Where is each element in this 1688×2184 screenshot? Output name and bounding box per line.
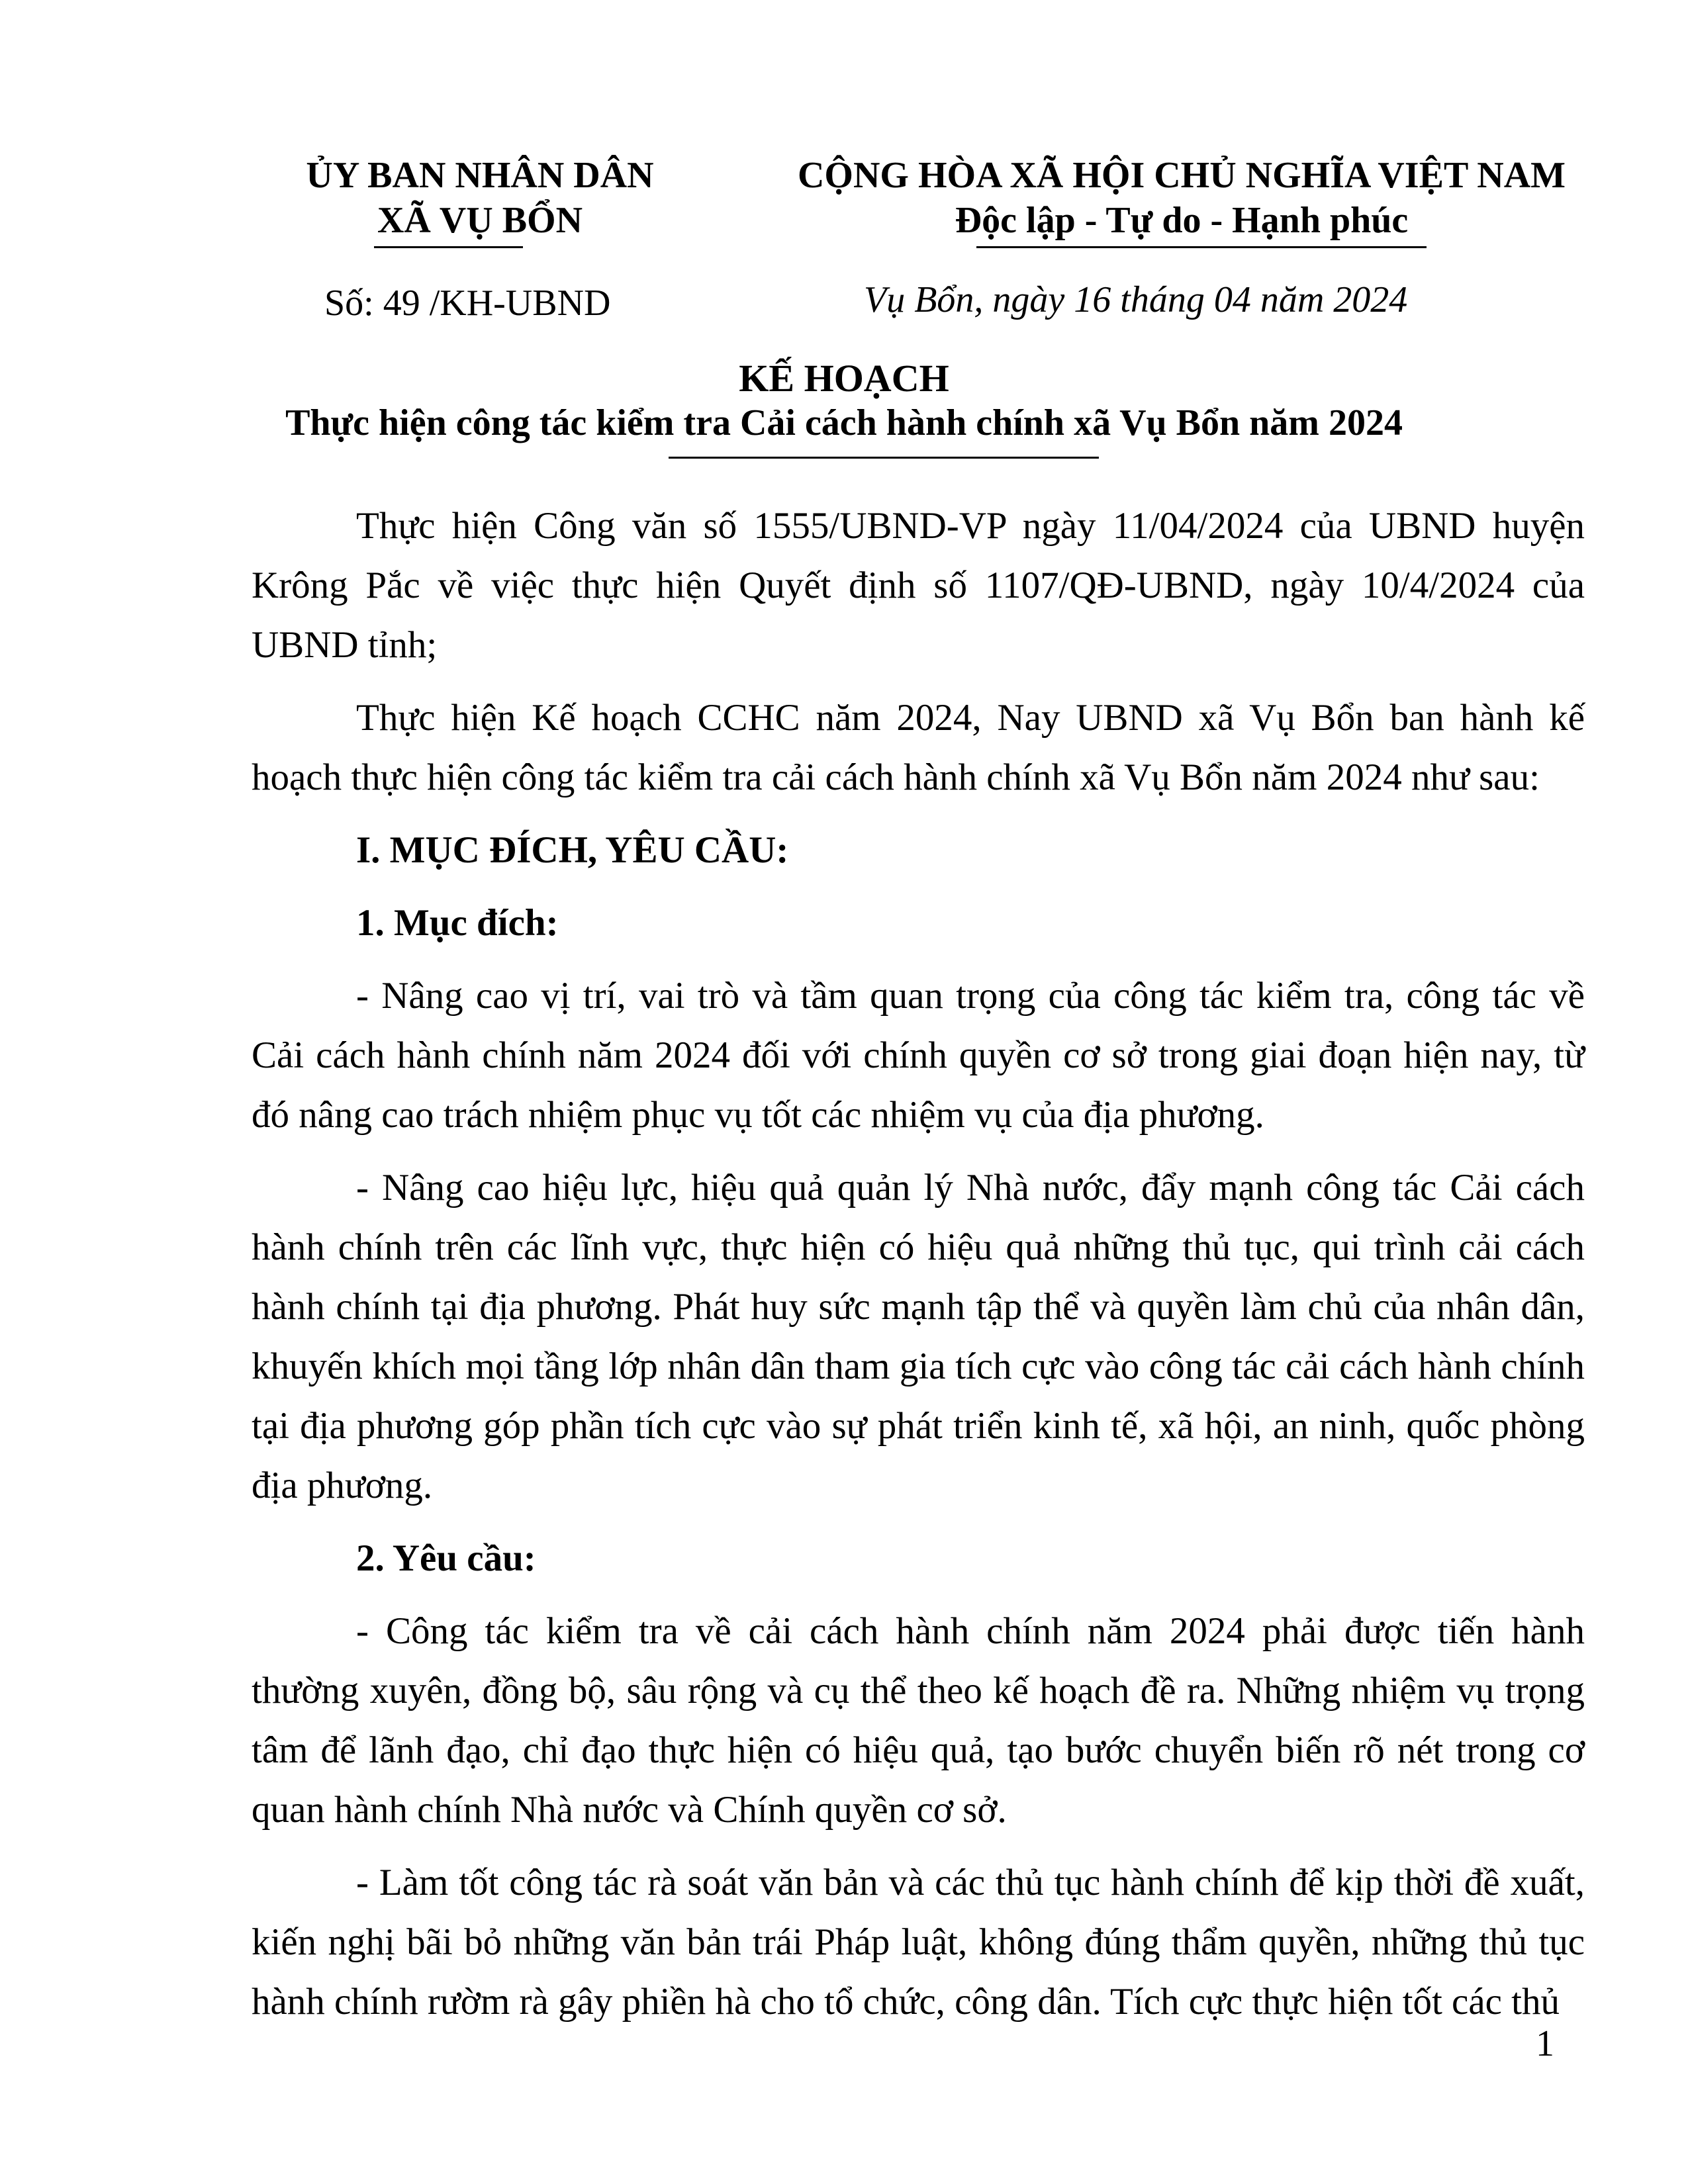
document-title: KẾ HOẠCH bbox=[739, 357, 949, 400]
purpose-paragraph-2: - Nâng cao hiệu lực, hiệu quả quản lý Nhà nước, đẩy mạnh công tác Cải cách hành chính trên các lĩnh vực, thực hiện có hiệu quả những thủ tục, qui trình cải cách hành chính tại địa phương. Phát huy sức mạnh tập thể và quyền làm chủ của nhân dân, khuyến khích mọi tầng lớp nhân dân tham gia tích cực vào công tác cải cách hành chính tại địa phương góp phần tích cực vào sự phát triển kinh tế, xã hội, an ninh, quốc phòng địa phương. bbox=[252, 1167, 1585, 1506]
national-motto: Độc lập - Tự do - Hạnh phúc bbox=[955, 200, 1409, 241]
requirement-paragraph-1: - Công tác kiểm tra về cải cách hành chính năm 2024 phải được tiến hành thường xuyên, đồng bộ, sâu rộng và cụ thể theo kế hoạch đề ra. Những nhiệm vụ trọng tâm để lãnh đạo, chỉ đạo thực hiện có hiệu quả, tạo bước chuyển biến rõ nét trong cơ quan hành chính Nhà nước và Chính quyền cơ sở. bbox=[252, 1610, 1585, 1831]
section-heading-1: I. MỤC ĐÍCH, YÊU CẦU: bbox=[356, 829, 789, 871]
national-title: CỘNG HÒA XÃ HỘI CHỦ NGHĨA VIỆT NAM bbox=[797, 155, 1566, 196]
agency-name: ỦY BAN NHÂN DÂN bbox=[306, 155, 654, 196]
requirement-paragraph-2: - Làm tốt công tác rà soát văn bản và các thủ tục hành chính để kịp thời đề xuất, kiến nghị bãi bỏ những văn bản trái Pháp luật, không đúng thẩm quyền, những thủ tục hành chính rườm rà gây phiền hà cho tổ chức, công dân. Tích cực thực hiện tốt các thủ bbox=[252, 1862, 1585, 2023]
subsection-heading-purpose: 1. Mục đích: bbox=[356, 902, 559, 944]
intro-paragraph-2: Thực hiện Kế hoạch CCHC năm 2024, Nay UBND xã Vụ Bổn ban hành kế hoạch thực hiện công tác kiểm tra cải cách hành chính xã Vụ Bổn năm 2024 như sau: bbox=[252, 697, 1585, 798]
document-body bbox=[252, 496, 1585, 2032]
commune-underline bbox=[374, 246, 523, 248]
intro-paragraph-1: Thực hiện Công văn số 1555/UBND-VP ngày 11/04/2024 của UBND huyện Krông Pắc về việc thực hiện Quyết định số 1107/QĐ-UBND, ngày 10/4/2024 của UBND tỉnh; bbox=[252, 505, 1585, 666]
motto-underline bbox=[976, 246, 1427, 248]
page-number: 1 bbox=[1536, 2023, 1554, 2064]
commune-name: XÃ VỤ BỔN bbox=[377, 200, 583, 241]
document-subtitle: Thực hiện công tác kiểm tra Cải cách hành chính xã Vụ Bổn năm 2024 bbox=[285, 402, 1403, 443]
purpose-paragraph-1: - Nâng cao vị trí, vai trò và tầm quan trọng của công tác kiểm tra, công tác về Cải cách hành chính năm 2024 đối với chính quyền cơ sở trong giai đoạn hiện nay, từ đó nâng cao trách nhiệm phục vụ tốt các nhiệm vụ của địa phương. bbox=[252, 975, 1585, 1136]
title-underline bbox=[669, 457, 1099, 459]
document-number: Số: 49 /KH-UBND bbox=[324, 283, 611, 324]
place-and-date: Vụ Bổn, ngày 16 tháng 04 năm 2024 bbox=[864, 279, 1408, 320]
subsection-heading-requirements: 2. Yêu cầu: bbox=[356, 1537, 536, 1579]
